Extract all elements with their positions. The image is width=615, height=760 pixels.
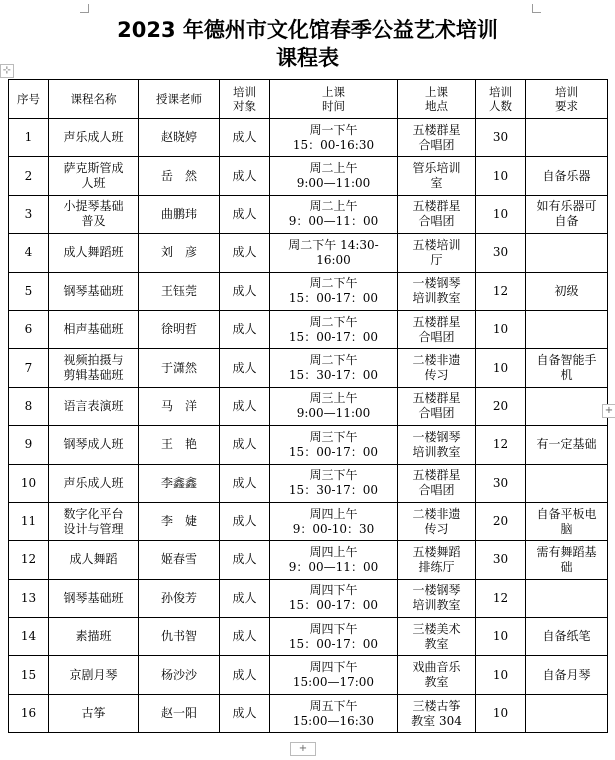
cell-col-index: 16: [9, 694, 49, 732]
cell-col-time: 周三上午 9:00—11:00: [270, 387, 398, 425]
cell-col-audience: 成人: [220, 426, 270, 464]
cell-col-audience: 成人: [220, 694, 270, 732]
cell-col-audience: 成人: [220, 541, 270, 579]
cell-col-index: 14: [9, 618, 49, 656]
cell-col-requirement: 自备纸笔: [526, 618, 608, 656]
cell-col-capacity: 10: [476, 195, 526, 233]
cell-col-time: 周二上午 9:00—11:00: [270, 157, 398, 195]
cell-col-index: 1: [9, 119, 49, 157]
cell-col-course-name: 成人舞蹈班: [49, 234, 139, 272]
table-row: [9, 694, 608, 732]
page-corner-mark-right: [532, 4, 541, 13]
table-row: [9, 541, 608, 579]
cell-col-audience: 成人: [220, 195, 270, 233]
cell-col-time: 周四下午 15:00—17:00: [270, 656, 398, 694]
cell-col-location: 三楼美术 教室: [398, 618, 476, 656]
table-row: [9, 195, 608, 233]
cell-col-requirement: 有一定基础: [526, 426, 608, 464]
cell-col-teacher: 岳 然: [139, 157, 220, 195]
table-row: [9, 426, 608, 464]
table-row: [9, 387, 608, 425]
course-schedule-table: [8, 79, 608, 733]
cell-col-course-name: 小提琴基础 普及: [49, 195, 139, 233]
header-col-teacher: 授课老师: [139, 80, 220, 119]
cell-col-teacher: 马 洋: [139, 387, 220, 425]
cell-col-time: 周二上午 9：00—11：00: [270, 195, 398, 233]
cell-col-teacher: 李 婕: [139, 502, 220, 540]
cell-col-capacity: 10: [476, 157, 526, 195]
cell-col-teacher: 赵晓婷: [139, 119, 220, 157]
cell-col-teacher: 杨沙沙: [139, 656, 220, 694]
cell-col-requirement: [526, 694, 608, 732]
table-row: [9, 579, 608, 617]
add-column-icon[interactable]: +: [602, 404, 615, 418]
cell-col-requirement: 自备平板电 脑: [526, 502, 608, 540]
header-col-index: 序号: [9, 80, 49, 119]
cell-col-audience: 成人: [220, 618, 270, 656]
cell-col-location: 二楼非遗 传习: [398, 349, 476, 387]
table-row: [9, 234, 608, 272]
cell-col-index: 6: [9, 310, 49, 348]
cell-col-index: 15: [9, 656, 49, 694]
cell-col-capacity: 10: [476, 310, 526, 348]
cell-col-time: 周二下午 15：00-17：00: [270, 272, 398, 310]
cell-col-capacity: 10: [476, 656, 526, 694]
cell-col-index: 2: [9, 157, 49, 195]
cell-col-audience: 成人: [220, 656, 270, 694]
table-row: [9, 349, 608, 387]
cell-col-location: 五楼群星 合唱团: [398, 195, 476, 233]
table-row: [9, 272, 608, 310]
cell-col-audience: 成人: [220, 119, 270, 157]
cell-col-location: 一楼钢琴 培训教室: [398, 426, 476, 464]
cell-col-time: 周四上午 9：00—11：00: [270, 541, 398, 579]
cell-col-index: 7: [9, 349, 49, 387]
cell-col-index: 8: [9, 387, 49, 425]
cell-col-course-name: 语言表演班: [49, 387, 139, 425]
table-move-handle-icon[interactable]: ⊹: [0, 64, 14, 78]
cell-col-audience: 成人: [220, 464, 270, 502]
table-header-row: [9, 80, 608, 119]
table-row: [9, 119, 608, 157]
cell-col-course-name: 视频拍摄与 剪辑基础班: [49, 349, 139, 387]
header-col-time: 上课 时间: [270, 80, 398, 119]
cell-col-requirement: [526, 387, 608, 425]
document-title: 2023 年德州市文化馆春季公益艺术培训: [117, 18, 498, 42]
header-col-requirement: 培训 要求: [526, 80, 608, 119]
cell-col-location: 一楼钢琴 培训教室: [398, 272, 476, 310]
cell-col-course-name: 成人舞蹈: [49, 541, 139, 579]
cell-col-capacity: 30: [476, 541, 526, 579]
header-col-audience: 培训 对象: [220, 80, 270, 119]
cell-col-course-name: 萨克斯管成 人班: [49, 157, 139, 195]
cell-col-requirement: 需有舞蹈基 础: [526, 541, 608, 579]
cell-col-audience: 成人: [220, 272, 270, 310]
cell-col-location: 一楼钢琴 培训教室: [398, 579, 476, 617]
cell-col-course-name: 相声基础班: [49, 310, 139, 348]
cell-col-teacher: 李鑫鑫: [139, 464, 220, 502]
cell-col-audience: 成人: [220, 349, 270, 387]
cell-col-capacity: 12: [476, 426, 526, 464]
cell-col-location: 五楼培训 厅: [398, 234, 476, 272]
cell-col-location: 五楼群星 合唱团: [398, 464, 476, 502]
header-col-capacity: 培训 人数: [476, 80, 526, 119]
cell-col-course-name: 声乐成人班: [49, 464, 139, 502]
table-body: [9, 119, 608, 733]
cell-col-requirement: 自备乐器: [526, 157, 608, 195]
cell-col-time: 周一下午 15：00-16:30: [270, 119, 398, 157]
cell-col-course-name: 钢琴基础班: [49, 579, 139, 617]
cell-col-time: 周二下午 14:30-16:00: [270, 234, 398, 272]
cell-col-index: 10: [9, 464, 49, 502]
cell-col-audience: 成人: [220, 502, 270, 540]
cell-col-index: 9: [9, 426, 49, 464]
cell-col-course-name: 钢琴基础班: [49, 272, 139, 310]
table-row: [9, 618, 608, 656]
cell-col-capacity: 30: [476, 234, 526, 272]
cell-col-teacher: 孙俊芳: [139, 579, 220, 617]
cell-col-teacher: 曲鹏玮: [139, 195, 220, 233]
cell-col-requirement: [526, 310, 608, 348]
cell-col-teacher: 徐明哲: [139, 310, 220, 348]
cell-col-audience: 成人: [220, 234, 270, 272]
add-row-icon[interactable]: +: [290, 742, 316, 756]
cell-col-location: 三楼古筝 教室 304: [398, 694, 476, 732]
cell-col-time: 周二下午 15：30-17：00: [270, 349, 398, 387]
cell-col-audience: 成人: [220, 579, 270, 617]
cell-col-teacher: 刘 彦: [139, 234, 220, 272]
cell-col-time: 周四上午 9：00-10：30: [270, 502, 398, 540]
cell-col-index: 4: [9, 234, 49, 272]
cell-col-capacity: 20: [476, 502, 526, 540]
cell-col-audience: 成人: [220, 387, 270, 425]
cell-col-requirement: [526, 234, 608, 272]
cell-col-teacher: 王钰莞: [139, 272, 220, 310]
page-corner-mark-left: [80, 4, 89, 13]
cell-col-course-name: 古筝: [49, 694, 139, 732]
cell-col-teacher: 赵一阳: [139, 694, 220, 732]
cell-col-course-name: 京剧月琴: [49, 656, 139, 694]
table-row: [9, 157, 608, 195]
cell-col-capacity: 12: [476, 579, 526, 617]
cell-col-time: 周四下午 15：00-17：00: [270, 618, 398, 656]
table-row: [9, 464, 608, 502]
cell-col-teacher: 王 艳: [139, 426, 220, 464]
cell-col-requirement: 自备智能手 机: [526, 349, 608, 387]
cell-col-capacity: 20: [476, 387, 526, 425]
cell-col-requirement: [526, 579, 608, 617]
cell-col-teacher: 于潇然: [139, 349, 220, 387]
cell-col-location: 管乐培训 室: [398, 157, 476, 195]
cell-col-capacity: 30: [476, 119, 526, 157]
header-col-course-name: 课程名称: [49, 80, 139, 119]
cell-col-requirement: 初级: [526, 272, 608, 310]
table-row: [9, 310, 608, 348]
cell-col-index: 13: [9, 579, 49, 617]
cell-col-location: 五楼群星 合唱团: [398, 310, 476, 348]
cell-col-index: 3: [9, 195, 49, 233]
table-row: [9, 656, 608, 694]
cell-col-teacher: 仇书智: [139, 618, 220, 656]
cell-col-index: 5: [9, 272, 49, 310]
cell-col-location: 二楼非遗 传习: [398, 502, 476, 540]
cell-col-location: 五楼群星 合唱团: [398, 119, 476, 157]
cell-col-capacity: 12: [476, 272, 526, 310]
table-row: [9, 502, 608, 540]
cell-col-time: 周二下午 15：00-17：00: [270, 310, 398, 348]
header-col-location: 上课 地点: [398, 80, 476, 119]
cell-col-time: 周三下午 15：30-17：00: [270, 464, 398, 502]
cell-col-requirement: 如有乐器可 自备: [526, 195, 608, 233]
cell-col-index: 12: [9, 541, 49, 579]
cell-col-requirement: [526, 119, 608, 157]
cell-col-capacity: 10: [476, 618, 526, 656]
cell-col-location: 五楼舞蹈 排练厅: [398, 541, 476, 579]
cell-col-location: 五楼群星 合唱团: [398, 387, 476, 425]
cell-col-requirement: 自备月琴: [526, 656, 608, 694]
cell-col-audience: 成人: [220, 310, 270, 348]
cell-col-course-name: 数字化平台 设计与管理: [49, 502, 139, 540]
cell-col-course-name: 素描班: [49, 618, 139, 656]
cell-col-time: 周三下午 15：00-17：00: [270, 426, 398, 464]
cell-col-location: 戏曲音乐 教室: [398, 656, 476, 694]
cell-col-time: 周五下午 15:00—16:30: [270, 694, 398, 732]
cell-col-capacity: 10: [476, 349, 526, 387]
cell-col-time: 周四下午 15：00-17：00: [270, 579, 398, 617]
cell-col-teacher: 姬春雪: [139, 541, 220, 579]
cell-col-course-name: 钢琴成人班: [49, 426, 139, 464]
document-subtitle: 课程表: [276, 46, 339, 70]
cell-col-audience: 成人: [220, 157, 270, 195]
cell-col-capacity: 30: [476, 464, 526, 502]
cell-col-index: 11: [9, 502, 49, 540]
cell-col-requirement: [526, 464, 608, 502]
cell-col-course-name: 声乐成人班: [49, 119, 139, 157]
cell-col-capacity: 10: [476, 694, 526, 732]
